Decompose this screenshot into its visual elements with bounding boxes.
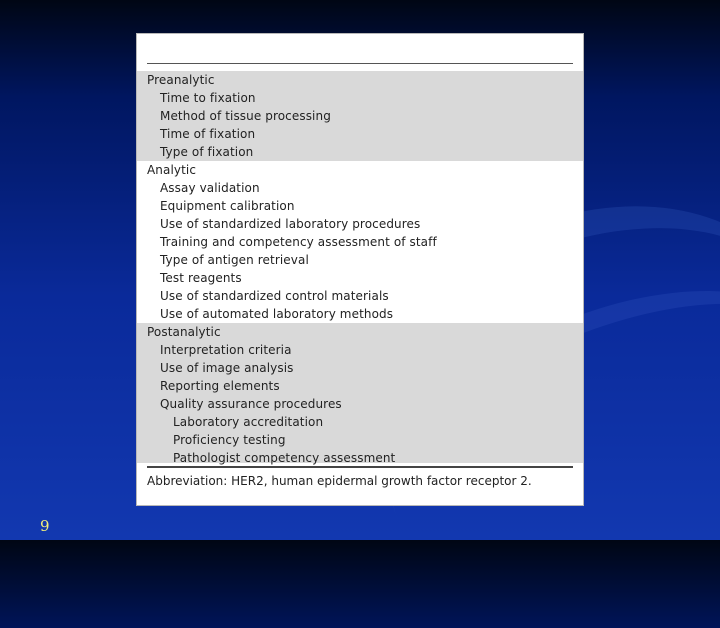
table-row: Use of automated laboratory methods (160, 307, 394, 321)
table-row: Quality assurance procedures (160, 397, 342, 411)
table-row: Laboratory accreditation (173, 415, 324, 429)
table-row: Type of fixation (160, 145, 254, 159)
table-row: Method of tissue processing (160, 109, 331, 123)
table-row: Equipment calibration (160, 199, 295, 213)
table-top-rule (147, 63, 573, 64)
slide-number: 9 (40, 517, 50, 535)
table-row: Proficiency testing (173, 433, 286, 447)
table-row: Test reagents (160, 271, 242, 285)
table-card (136, 33, 584, 506)
table-row: Assay validation (160, 181, 260, 195)
table-row: Time to fixation (160, 91, 256, 105)
table-row: Interpretation criteria (160, 343, 292, 357)
table-footnote: Abbreviation: HER2, human epidermal growth factor receptor 2. (147, 474, 532, 488)
section-heading: Postanalytic (147, 325, 221, 339)
table-row: Use of image analysis (160, 361, 294, 375)
table-row: Use of standardized laboratory procedures (160, 217, 421, 231)
section-heading: Preanalytic (147, 73, 215, 87)
table-bottom-rule (147, 466, 573, 468)
table-row: Time of fixation (160, 127, 256, 141)
section-heading: Analytic (147, 163, 197, 177)
table-row: Reporting elements (160, 379, 280, 393)
table-row: Pathologist competency assessment (173, 451, 396, 465)
table-row: Training and competency assessment of staff (160, 235, 437, 249)
table-row: Use of standardized control materials (160, 289, 389, 303)
table-row: Type of antigen retrieval (160, 253, 309, 267)
